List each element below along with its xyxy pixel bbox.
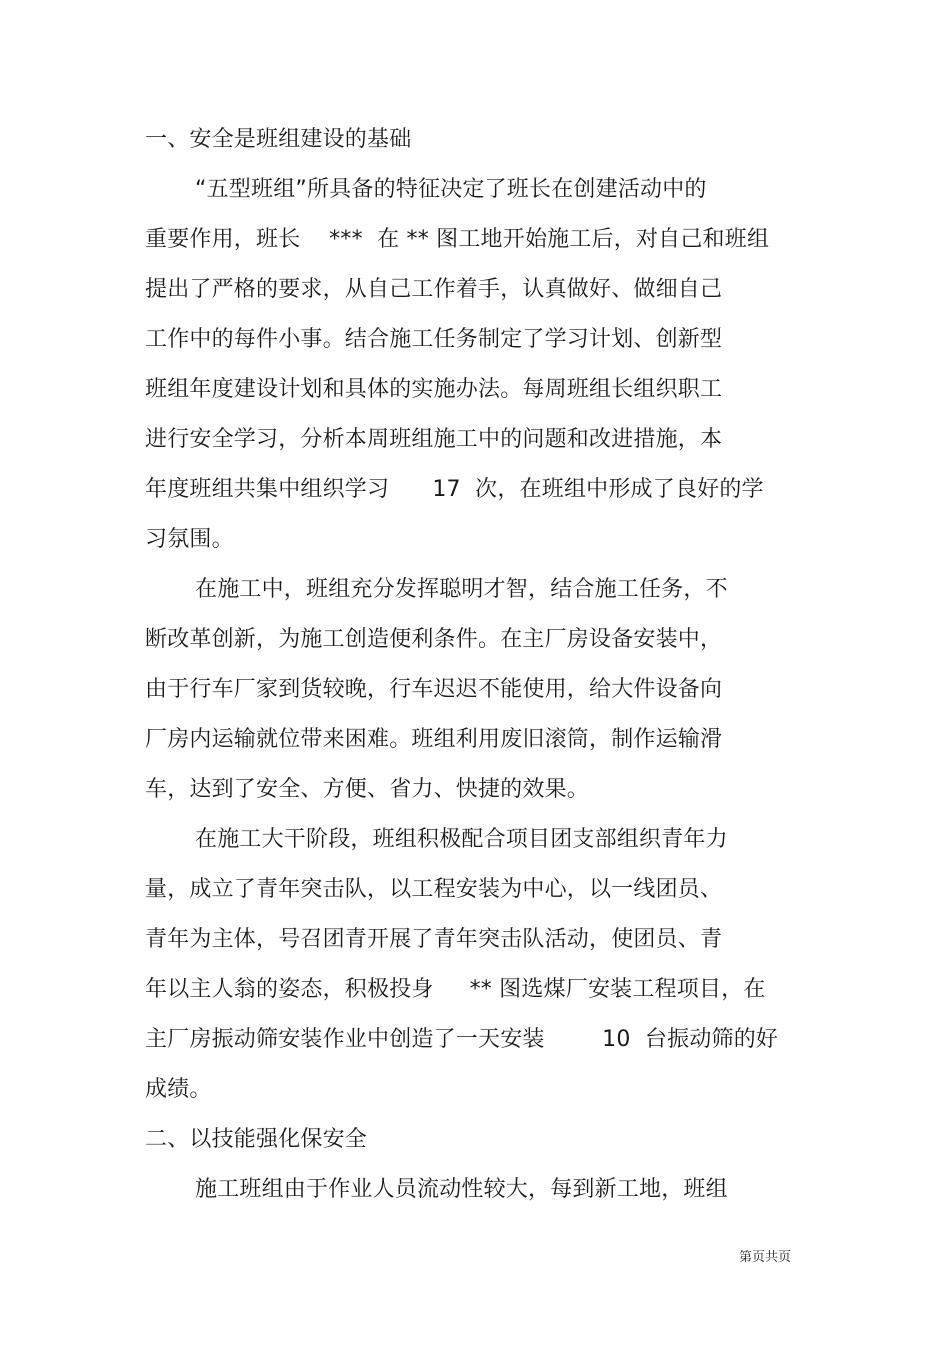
paragraph-line: 工作中的每件小事。结合施工任务制定了学习计划、创新型 (145, 327, 723, 352)
paragraph-line: 班组年度建设计划和具体的实施办法。每周班组长组织职工 (145, 377, 723, 402)
paragraph-line: 车，达到了安全、方便、省力、快捷的效果。 (145, 777, 590, 802)
section-heading-2: 二、以技能强化保安全 (145, 1127, 368, 1152)
paragraph-line: “五型班组”所具备的特征决定了班长在创建活动中的 (195, 177, 707, 202)
paragraph-line: 成绩。 (145, 1077, 212, 1102)
paragraph-line: 年度班组共集中组织学习 17 次，在班组中形成了良好的学 (145, 477, 764, 502)
paragraph-line: 进行安全学习，分析本周班组施工中的问题和改进措施，本 (145, 427, 723, 452)
paragraph-line: 提出了严格的要求，从自己工作着手，认真做好、做细自己 (145, 277, 723, 302)
paragraph-line: 由于行车厂家到货较晚，行车迟迟不能使用，给大件设备向 (145, 677, 723, 702)
paragraph-line: 习氛围。 (145, 527, 234, 552)
section-heading-1: 一、安全是班组建设的基础 (145, 127, 412, 152)
paragraph-line: 量，成立了青年突击队，以工程安装为中心，以一线团员、 (145, 877, 723, 902)
page-footer: 第页共页 (739, 1250, 792, 1265)
paragraph-line: 断改革创新，为施工创造便利条件。在主厂房设备安装中， (145, 627, 723, 652)
paragraph-line: 年以主人翁的姿态，积极投身 ** 图选煤厂安装工程项目，在 (145, 977, 766, 1002)
paragraph-line: 在施工大干阶段，班组积极配合项目团支部组织青年力 (195, 827, 728, 852)
paragraph-line: 在施工中，班组充分发挥聪明才智，结合施工任务，不 (195, 577, 728, 602)
paragraph-line: 青年为主体，号召团青开展了青年突击队活动，使团员、青 (145, 927, 723, 952)
paragraph-line: 主厂房振动筛安装作业中创造了一天安装 10 台振动筛的好 (145, 1027, 779, 1052)
paragraph-line: 施工班组由于作业人员流动性较大，每到新工地，班组 (195, 1177, 728, 1202)
paragraph-line: 厂房内运输就位带来困难。班组利用废旧滚筒，制作运输滑 (145, 727, 723, 752)
paragraph-line: 重要作用，班长 *** 在 ** 图工地开始施工后，对自己和班组 (145, 227, 770, 252)
